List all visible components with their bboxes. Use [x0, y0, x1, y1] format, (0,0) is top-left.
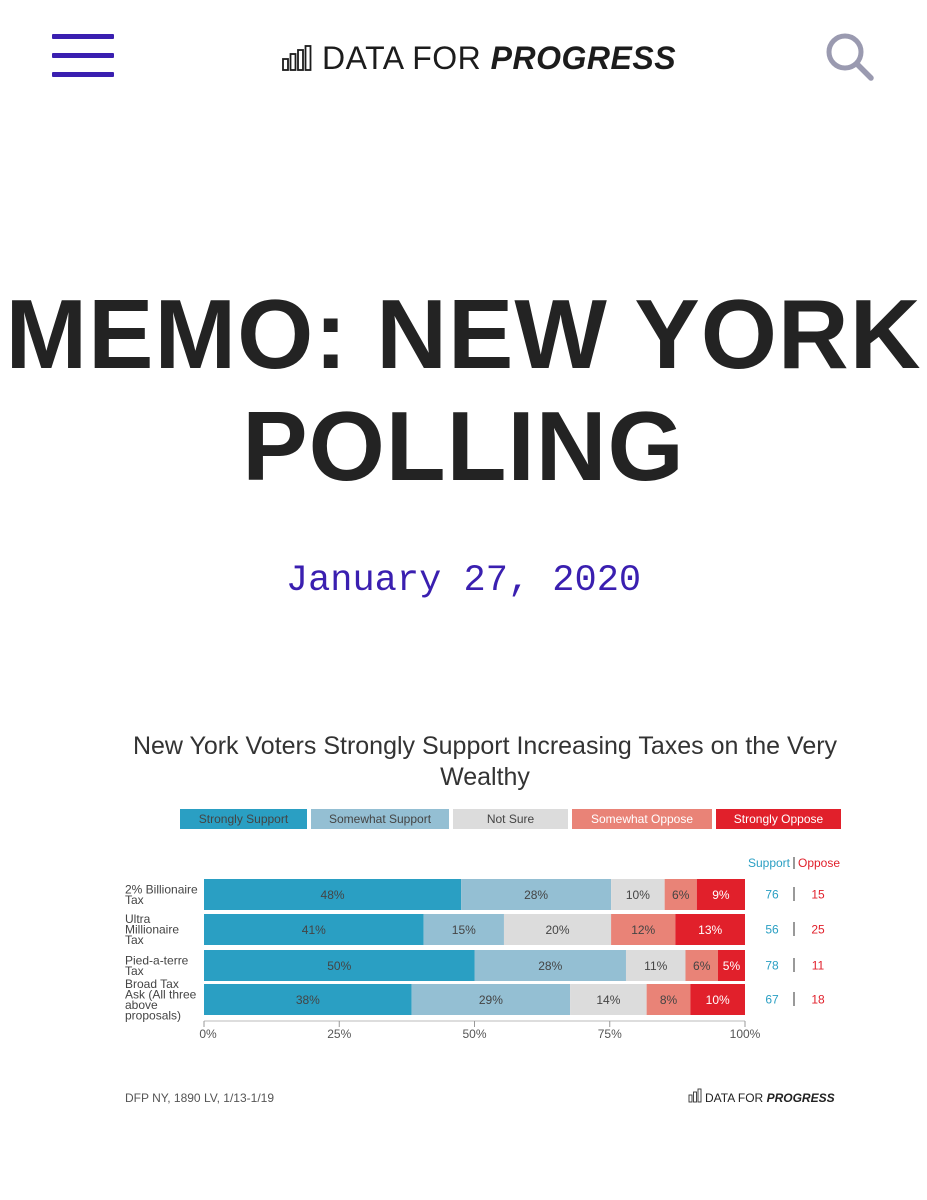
legend-label-2: Somewhat Support [328, 812, 432, 826]
data-label: 10% [625, 888, 650, 902]
legend-label-3: Not Sure [486, 812, 535, 826]
net-support-value: 76 [765, 887, 779, 902]
net-oppose-value: 11 [811, 958, 825, 973]
net-support-value: 56 [765, 922, 779, 937]
legend-label-1: Strongly Support [198, 812, 289, 826]
data-label: 11% [644, 959, 668, 973]
category-label: Broad Tax Ask (All three above proposals) [125, 976, 197, 1023]
net-support-value: 78 [765, 958, 779, 973]
data-label: 5% [722, 959, 741, 973]
data-label: 28% [524, 888, 549, 902]
page-title: MEMO: NEW YORK POLLING [5, 279, 922, 501]
site-logo[interactable] [282, 38, 676, 78]
net-support-header: Support [747, 856, 790, 870]
data-label: 28% [538, 959, 563, 973]
net-oppose-value: 15 [811, 887, 825, 902]
footer-logo-bar [698, 1089, 701, 1102]
data-label: 15% [451, 923, 476, 937]
brand-prefix: DATA FOR [322, 39, 482, 76]
data-label: 41% [301, 923, 326, 937]
legend-label-5: Strongly Oppose [733, 812, 824, 826]
legend-label-4: Somewhat Oppose [590, 812, 694, 826]
data-label: 29% [478, 993, 503, 1007]
top-bar [0, 0, 927, 110]
search-icon[interactable] [824, 31, 876, 83]
data-label: 12% [631, 923, 656, 937]
brand-emphasis: PROGRESS [490, 39, 677, 76]
publish-date: January 27, 2020 [285, 560, 642, 602]
x-tick-label: 25% [327, 1027, 352, 1041]
bar-chart-logo-icon [282, 45, 312, 71]
x-tick-label: 50% [462, 1027, 487, 1041]
site-name [322, 40, 676, 77]
data-label: 9% [712, 888, 730, 902]
data-label: 38% [295, 993, 320, 1007]
data-label: 6% [672, 888, 690, 902]
data-label: 8% [659, 993, 678, 1007]
category-label: 2% Billionaire Tax [125, 882, 198, 907]
data-label: 14% [596, 993, 621, 1007]
data-label: 13% [698, 923, 723, 937]
source-note: DFP NY, 1890 LV, 1/13-1/19 [125, 1091, 274, 1105]
data-label: 50% [327, 959, 352, 973]
footer-logo-bar [689, 1095, 692, 1102]
data-label: 20% [545, 923, 570, 937]
chart-svg [100, 725, 860, 1125]
category-label: Pied-a-terre Tax [125, 953, 189, 978]
net-oppose-value: 18 [811, 992, 825, 1007]
net-oppose-header: Oppose [798, 856, 841, 870]
x-tick-label: 0% [199, 1027, 217, 1041]
footer-brand: DATA FOR PROGRESS [705, 1091, 835, 1105]
poll-chart [100, 725, 860, 1125]
net-oppose-value: 25 [811, 922, 825, 937]
category-label: Ultra Millionaire Tax [125, 912, 180, 947]
net-support-value: 67 [765, 992, 779, 1007]
footer-logo-bar [694, 1092, 697, 1102]
chart-title: New York Voters Strongly Support Increasing Taxes on the Very Wealthy [132, 732, 838, 791]
x-tick-label: 100% [729, 1027, 761, 1041]
hamburger-menu-icon[interactable] [52, 34, 114, 78]
data-label: 10% [705, 993, 730, 1007]
x-tick-label: 75% [597, 1027, 622, 1041]
data-label: 6% [693, 959, 711, 973]
data-label: 48% [320, 888, 345, 902]
